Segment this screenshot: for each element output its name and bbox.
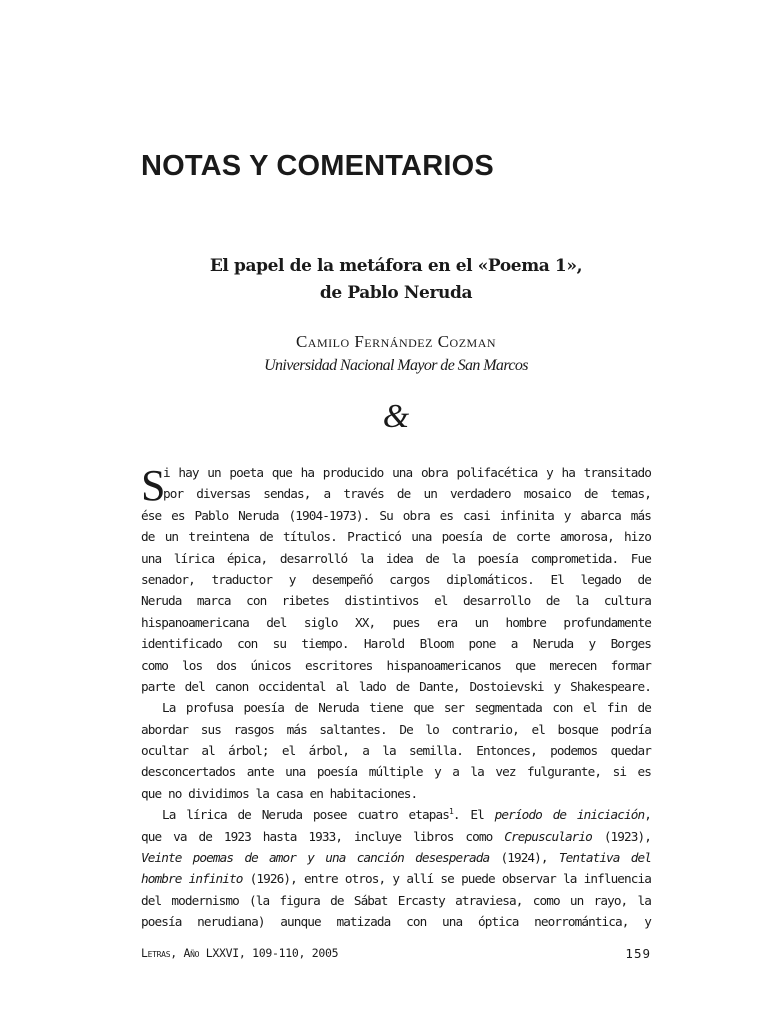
body-text: La lírica de Neruda posee cuatro etapas — [162, 807, 449, 823]
journal-name: Letras — [141, 946, 171, 960]
article-title-line-1: El papel de la metáfora en el «Poema 1», — [209, 256, 583, 276]
body-text: . El — [452, 807, 495, 823]
journal-citation — [141, 946, 338, 960]
body-line: hispanoamericana del siglo XX, pues era un hombre profundamente — [141, 614, 651, 630]
body-line: i hay un poeta que ha producido una obra polifacética y ha transitado — [163, 465, 651, 480]
year-word: Año — [183, 946, 200, 960]
body-line — [141, 804, 651, 825]
paragraph-3 — [141, 804, 651, 932]
book-title: hombre infinito — [141, 871, 243, 887]
body-line: ocultar al árbol; el árbol, a la semilla. Entonces, podemos quedar — [141, 743, 651, 759]
drop-cap: S — [141, 461, 165, 510]
body-line: como los dos únicos escritores hispanoamericanos que merecen formar — [141, 657, 651, 673]
section-title: NOTAS Y COMENTARIOS — [141, 150, 494, 182]
paragraph-2 — [141, 697, 651, 804]
book-title: Veinte poemas de amor y una canción desesperada — [141, 850, 490, 866]
author-name: Camilo Fernández Cozman — [295, 332, 497, 351]
body-text: (1923), — [591, 828, 651, 844]
body-line: ése es Pablo Neruda (1904-1973). Su obra es casi infinita y abarca más — [141, 507, 651, 523]
footnote-ref: 1 — [448, 807, 453, 817]
body-line — [141, 826, 651, 847]
article-title-line-2: de Pablo Neruda — [319, 283, 473, 303]
page-number: 159 — [625, 946, 651, 961]
body-line: desconcertados ante una poesía múltiple y a la vez fulgurante, si es — [141, 764, 651, 780]
issue-info: LXXVI, 109-110, 2005 — [199, 946, 339, 960]
book-title: Tentativa del — [558, 850, 651, 866]
body-line: La profusa poesía de Neruda tiene que ser segmentada con el fin de — [162, 700, 651, 716]
citation-separator: , — [170, 946, 184, 960]
body-line: Neruda marca con ribetes distintivos el desarrollo de la cultura — [141, 593, 651, 609]
paragraph-1 — [141, 462, 651, 697]
body-text: que va de 1923 hasta 1933, incluye libros como — [141, 828, 505, 844]
body-line: senador, traductor y desempeñó cargos diplomáticos. El legado de — [141, 571, 651, 587]
article-title — [141, 253, 651, 307]
body-line: poesía nerudiana) aunque matizada con una óptica neorromántica, y — [141, 914, 651, 930]
body-text: (1926), entre otros, y allí se puede observar la influencia — [242, 871, 652, 887]
body-line: del modernismo (la figura de Sábat Ercasty atraviesa, como un rayo, la — [141, 892, 651, 908]
author-affiliation: Universidad Nacional Mayor de San Marcos — [264, 357, 528, 374]
body-text: (1924), — [489, 850, 559, 866]
body-text: , — [644, 807, 651, 823]
body-line: que no dividimos la casa en habitaciones. — [141, 785, 418, 801]
ampersand-ornament: & — [382, 398, 410, 435]
body-line — [141, 847, 651, 868]
body-line: parte del canon occidental al lado de Dante, Dostoievski y Shakespeare. — [141, 678, 651, 694]
book-title: Crepusculario — [504, 828, 592, 844]
body-line: por diversas sendas, a través de un verdadero mosaico de temas, — [163, 486, 651, 502]
body-line: identificado con su tiempo. Harold Bloom pone a Neruda y Borges — [141, 636, 651, 652]
period-term: período de iniciación — [494, 807, 645, 823]
body-line — [141, 868, 651, 889]
body-line: una lírica épica, desarrolló la idea de la poesía comprometida. Fue — [141, 550, 651, 566]
article-body — [141, 462, 651, 933]
body-line: de un treintena de títulos. Practicó una poesía de corte amorosa, hizo — [141, 529, 651, 545]
body-line: abordar sus rasgos más saltantes. De lo contrario, el bosque podría — [141, 721, 651, 737]
